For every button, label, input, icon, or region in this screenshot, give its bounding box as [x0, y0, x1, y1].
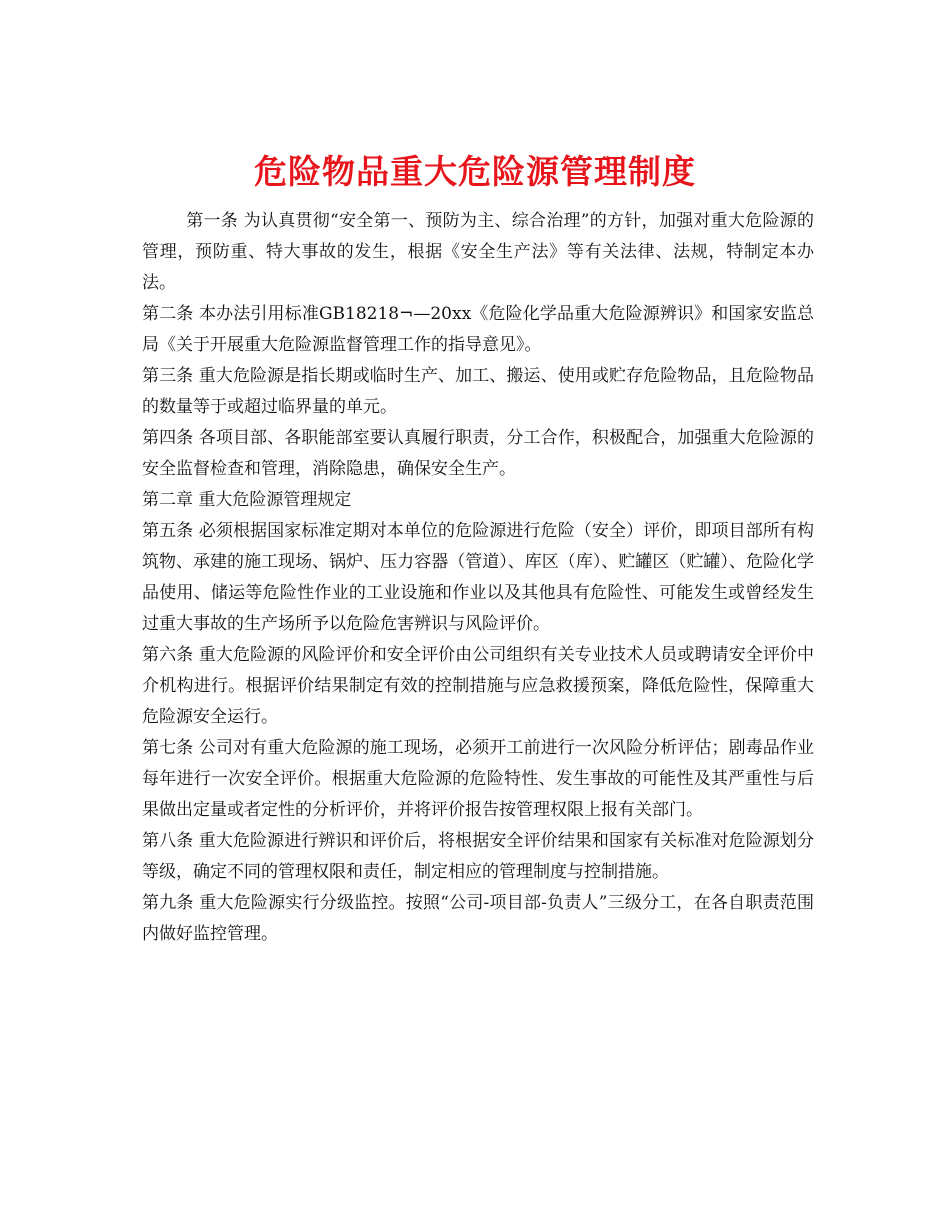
article-4: 第四条 各项目部、各职能部室要认真履行职责，分工合作，积极配合，加强重大危险源的安全监督检查和管理，消除隐患，确保安全生产。 — [142, 428, 814, 479]
article-3: 第三条 重大危险源是指长期或临时生产、加工、搬运、使用或贮存危险物品，且危险物品的数量等于或超过临界量的单元。 — [142, 366, 814, 417]
article-1: 第一条 为认真贯彻“安全第一、预防为主、综合治理”的方针，加强对重大危险源的管理，预防重、特大事故的发生，根据《安全生产法》等有关法律、法规，特制定本办法。 — [142, 211, 814, 293]
article-9: 第九条 重大危险源实行分级监控。按照“公司-项目部-负责人”三级分工，在各自职责范围内做好监控管理。 — [142, 893, 814, 944]
document-title: 危险物品重大危险源管理制度 — [254, 152, 696, 192]
article-8: 第八条 重大危险源进行辨识和评价后，将根据安全评价结果和国家有关标准对危险源划分等级，确定不同的管理权限和责任，制定相应的管理制度与控制措施。 — [142, 831, 814, 882]
document-body — [142, 206, 814, 950]
article-7: 第七条 公司对有重大危险源的施工现场，必须开工前进行一次风险分析评估；剧毒品作业每年进行一次安全评价。根据重大危险源的危险特性、发生事故的可能性及其严重性与后果做出定量或者定性的分析评价，并将评价报告按管理权限上报有关部门。 — [142, 738, 814, 820]
chapter-2-heading: 第二章 重大危险源管理规定 — [142, 490, 352, 510]
article-5: 第五条 必须根据国家标准定期对本单位的危险源进行危险（安全）评价，即项目部所有构筑物、承建的施工现场、锅炉、压力容器（管道）、库区（库）、贮罐区（贮罐）、危险化学品使用、储运等危险性作业的工业设施和作业以及其他具有危险性、可能发生或曾经发生过重大事故的生产场所予以危险危害辨识与风险评价。 — [142, 521, 814, 634]
article-2: 第二条 本办法引用标准GB18218¬—20xx《危险化学品重大危险源辨识》和国家安监总局《关于开展重大危险源监督管理工作的指导意见》。 — [142, 304, 814, 355]
article-6: 第六条 重大危险源的风险评价和安全评价由公司组织有关专业技术人员或聘请安全评价中介机构进行。根据评价结果制定有效的控制措施与应急救援预案，降低危险性，保障重大危险源安全运行。 — [142, 645, 814, 727]
